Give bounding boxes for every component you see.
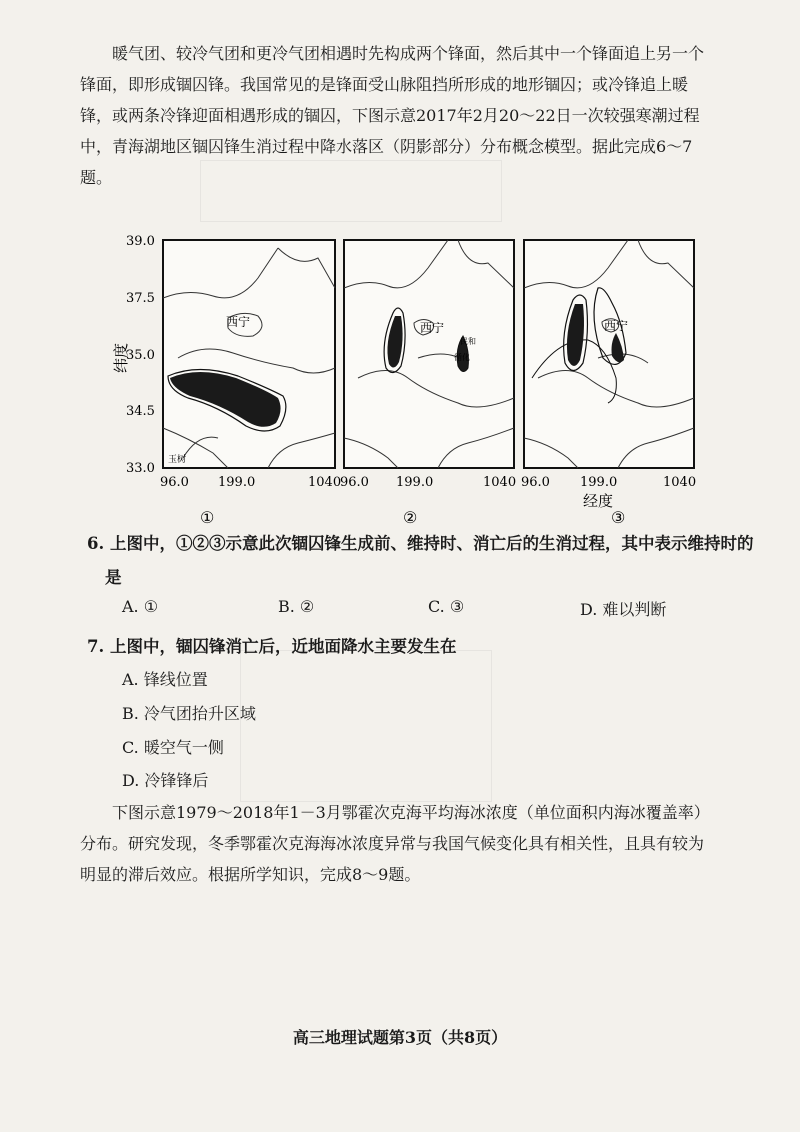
x-tick: 199.0 (396, 475, 434, 490)
question-7-option-a[interactable]: A. 锋线位置 (122, 670, 208, 689)
question-6-option-a[interactable]: A. ① (122, 597, 159, 616)
y-axis-label: 纬度 (112, 342, 130, 374)
x-tick: 1040 (308, 475, 342, 490)
map-panel-3 (524, 240, 694, 468)
question-7-option-b[interactable]: B. 冷气团抬升区域 (122, 704, 256, 723)
passage-2 (80, 797, 730, 890)
question-6-stem: 6. 上图中，①②③示意此次锢囚锋生成前、维持时、消亡后的生消过程，其中表示维持时的 (87, 534, 754, 553)
passage-2-line: 下图示意1979～2018年1－3月鄂霍次克海平均海冰浓度（单位面积内海冰覆盖率） (112, 803, 710, 822)
question-7-option-d[interactable]: D. 冷锋锋后 (122, 771, 209, 790)
map-label-yushu: 玉树 (168, 455, 187, 465)
panel-number-2: ② (403, 508, 418, 527)
passage-2-line: 分布。研究发现，冬季鄂霍次克海海冰浓度异常与我国气候变化具有相关性，且具有较为 (80, 834, 705, 853)
question-6-option-c[interactable]: C. ③ (428, 597, 465, 616)
y-tick: 33.0 (126, 461, 155, 476)
x-tick: 199.0 (580, 475, 618, 490)
passage-1-line: 题。 (80, 168, 113, 187)
question-6-option-b[interactable]: B. ② (278, 597, 315, 616)
passage-1-line: 中，青海湖地区锢囚锋生消过程中降水落区（阴影部分）分布概念模型。据此完成6～7 (80, 137, 693, 156)
map-label-xining: 西宁 (604, 319, 629, 333)
question-6-option-d[interactable]: D. 难以判断 (580, 600, 667, 619)
y-tick: 35.0 (126, 348, 155, 363)
passage-1 (80, 38, 730, 193)
passage-2-line: 明显的滞后效应。根据所学知识，完成8～9题。 (80, 865, 421, 884)
map-label-xining: 西宁 (420, 321, 445, 335)
map-panel-1 (163, 240, 335, 468)
y-tick: 39.0 (126, 234, 155, 249)
x-tick: 1040 (663, 475, 697, 490)
x-tick: 199.0 (218, 475, 256, 490)
bleed-through-box (240, 650, 492, 802)
panel-number-1: ① (200, 508, 215, 527)
passage-1-line: 锋面，即形成锢囚锋。我国常见的是锋面受山脉阻挡所形成的地形锢囚；或冷锋追上暖 (80, 75, 689, 94)
x-tick: 96.0 (160, 475, 189, 490)
page-footer: 高三地理试题第3页（共8页） (292, 1028, 508, 1047)
question-7-option-c[interactable]: C. 暖空气一侧 (122, 738, 224, 757)
map-panel-2 (344, 240, 514, 468)
question-7-stem: 7. 上图中，锢囚锋消亡后，近地面降水主要发生在 (87, 637, 457, 656)
passage-1-line: 锋，或两条冷锋迎面相遇形成的锢囚，下图示意2017年2月20～22日一次较强寒潮过程 (80, 106, 700, 125)
passage-1-line: 暖气团、较冷气团和更冷气团相遇时先构成两个锋面，然后其中一个锋面追上另一个 (112, 44, 705, 63)
map-label-xunhua: 循化 (454, 353, 470, 362)
x-axis-label: 经度 (583, 492, 614, 510)
panel-number-3: ③ (611, 508, 626, 527)
map-figure-svg (112, 228, 718, 528)
map-label-minhe: 民和 (460, 337, 476, 346)
question-6-stem-cont: 是 (105, 568, 122, 587)
precipitation-map-figure (112, 228, 718, 528)
y-tick: 34.5 (126, 404, 155, 419)
x-tick: 1040 (483, 475, 517, 490)
x-tick: 96.0 (521, 475, 550, 490)
x-tick: 96.0 (340, 475, 369, 490)
map-label-xining: 西宁 (226, 315, 251, 329)
y-tick: 37.5 (126, 291, 155, 306)
